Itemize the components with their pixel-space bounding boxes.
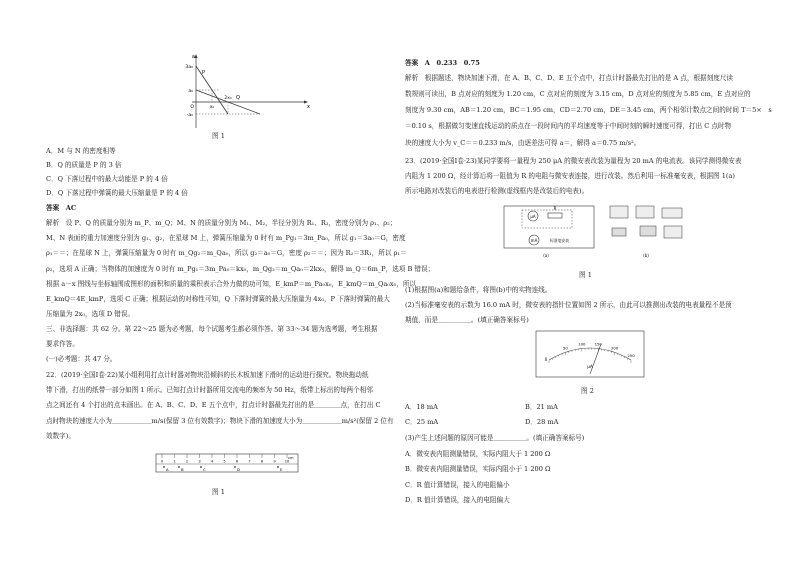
tape-point-label: C — [203, 467, 206, 472]
reason-choice-c: C．R 值计算错误，接入的电阻偏小 — [405, 481, 510, 489]
analysis-line: M、N 表面的重力加速度分别为 g₁、g₂，在星球 M 上，弹簧压缩量为 0 时有 m_Pg₁＝3m_Pa₀，所以 g₁＝3a₀＝G，密度 — [46, 234, 406, 242]
tape-caption: 图 1 — [212, 488, 225, 496]
question-23-part: (2)当标准毫安表的示数为 16.0 mA 时，微安表的指针位置如图 2 所示，由此可以推测出改装的电表量程不是预 — [405, 301, 732, 309]
tape-point — [277, 466, 279, 468]
question-22-line: 22．(2019·全国Ⅰ卷·22)某小组利用打点计时器对物块沿倾斜的长木板加速下滑时的运动进行探究。物块拖动纸 — [46, 371, 369, 379]
tape-tick-label: 0 — [160, 459, 164, 464]
choice-a: A．18 mA — [405, 403, 438, 411]
y-tick-a0: a₀ — [188, 89, 193, 94]
origin-label: O — [190, 105, 194, 110]
tape-point-label: E — [280, 467, 283, 472]
tape-point-label: B — [181, 467, 184, 472]
analysis-line: ρ₁＝＝；在星球 N 上，弹簧压缩量为 0 时有 m_Qg₂＝m_Qa₀，所以 g₂＝a₀＝G，密度 ρ₂＝＝；因为 R₂＝3R₁，所以 ρ₁＝ — [46, 249, 407, 257]
tape-point — [178, 466, 180, 468]
choice-b: B．21 mA — [525, 403, 558, 411]
a-x-graph — [176, 52, 316, 134]
analysis-line: E_kmQ＝4E_kmP，选项 C 正确；根据运动的对称性可知，Q 下落时弹簧的最大压缩量为 4x₀，P 下落时弹簧的最大 — [46, 295, 390, 303]
circuit-b-label: (b) — [643, 253, 649, 258]
tape-unit: cm — [288, 456, 294, 460]
resistor-label: R — [553, 206, 557, 211]
circuit-caption: 图 1 — [579, 271, 592, 279]
choice-d: D．28 mA — [525, 418, 559, 426]
tape-tick-label: 8 — [260, 459, 264, 464]
tape-tick-label: 7 — [248, 459, 251, 464]
analysis-line: ρ₂，选项 A 正确；当物体的加速度为 0 时有 m_Pg₁＝3m_Pa₀＝kx₀，m_Qg₂＝m_Qa₀＝2kx₀，解得 m_Q＝6m_P，选项 B 错误； — [46, 265, 435, 273]
ma-meter-label: mA — [530, 238, 538, 243]
dial-zero: 0 — [544, 357, 548, 362]
tape-tick-label: 3 — [198, 459, 201, 464]
tape-point — [200, 466, 202, 468]
question-22-line: 点时物块的速度大小为＿＿＿＿＿＿m/s(保留 3 位有效数字)；物块下滑的加速度大小为＿＿＿＿＿＿m/s²(保留 2 位有 — [46, 417, 394, 425]
analysis-line: 解析 根据题述，物块加速下滑，在 A、B、C、D、E 五个点中，打点计时器最先打出的是 A 点，根据刻度尺读 — [405, 74, 734, 82]
option-b: B．Q 的质量是 P 的 3 倍 — [46, 161, 122, 169]
dial-tick-label: 50 — [562, 345, 568, 351]
reason-choice-a: A．微安表内阻测量错误，实际内阻大于 1 200 Ω — [405, 450, 551, 458]
y-tick-neg-a0: -a₀ — [186, 113, 193, 118]
y-tick-3a0: 3a₀ — [185, 65, 193, 70]
analysis-line: 根据 a－x 图线与坐标轴围成图形的面积和质量的乘积表示合外力做的功可知，E_kmP＝m_Pa₀x₀，E_kmQ＝m_Qa₀x₀，所以 — [46, 280, 417, 288]
curve-label-p: P — [202, 70, 206, 76]
answer-line: 答案 AC — [46, 204, 77, 212]
tape-point-label: D — [237, 467, 240, 472]
microammeter-dial — [535, 330, 645, 378]
required-heading: (一)必考题：共 47 分。 — [46, 355, 117, 363]
question-23-line: 内阻为 1 200 Ω，经计算后将一阻值为 R 的电阻与微安表连接，进行改装。然后利用一标准毫安表，根据图 1(a) — [405, 172, 735, 180]
circuit-a-label: (a) — [543, 253, 549, 258]
tape-tick-label: 10 — [284, 459, 290, 464]
dial-tick-label: 100 — [578, 341, 586, 347]
dial-tick-label: 200 — [610, 345, 619, 351]
paper-tape-figure — [156, 450, 306, 480]
analysis-line: 数规则可读出，B 点对应的刻度为 1.20 cm，C 点对应的刻度为 3.15 cm，D 点对应的刻度为 5.85 cm，E 点对应的 — [405, 90, 751, 98]
figure-caption: 图 1 — [212, 132, 225, 140]
analysis-line: 块的速度大小为 v_C＝＝0.233 m/s，由逐差法可得 a＝，解得 a＝0.75 m/s²。 — [405, 139, 641, 147]
question-22-line: 效数字)。 — [46, 432, 75, 440]
analysis-line: 刻度为 9.30 cm，AB＝1.20 cm，BC＝1.95 cm，CD＝2.70 cm，DE＝3.45 cm，两个相邻计数点之间的时间 T＝5× s — [405, 106, 772, 114]
x-tick-x0: x₀ — [209, 105, 215, 110]
reason-choice-b: B．微安表内阻测量错误，实际内阻小于 1 200 Ω — [405, 465, 551, 473]
question-22-line: 带下滑，打出的纸带一部分如图 1 所示。已知打点计时器所用交流电的频率为 50 Hz，纸带上标出的每两个相邻 — [46, 386, 373, 394]
curve-label-q: Q — [236, 95, 240, 101]
option-c: C．Q 下落过程中的最大动能是 P 的 4 倍 — [46, 175, 168, 183]
tape-point-label: A — [166, 467, 169, 472]
option-a: A．M 与 N 的密度相等 — [46, 147, 116, 155]
tape-tick-label: 1 — [173, 459, 176, 464]
ua-meter-label: μA — [530, 214, 536, 219]
tape-tick-label: 9 — [273, 459, 276, 464]
dial-caption: 图 2 — [581, 387, 594, 395]
standard-meter-label: 标准毫安表 — [550, 238, 569, 243]
tape-point — [234, 466, 236, 468]
question-23-line: 23．(2019·全国Ⅰ卷·23)某同学要将一量程为 250 μA 的微安表改装为量程为 20 mA 的电流表。该同学测得微安表 — [405, 157, 742, 165]
circuit-figure — [500, 200, 690, 262]
tape-tick-label: 6 — [235, 459, 239, 464]
question-23-part-3: (3)产生上述问题的原因可能是＿＿＿＿＿。(填正确答案标号) — [405, 434, 585, 442]
dial-tick-label: 150 — [594, 341, 602, 347]
y-axis-label: a — [191, 54, 195, 60]
tape-tick-label: 2 — [185, 459, 189, 464]
analysis-line: 解析 设 P、Q 的质量分别为 m_P、m_Q；M、N 的质量分别为 M₁、M₂，半径分别为 R₁、R₂，密度分别为 ρ₁、ρ₂； — [46, 219, 397, 227]
answer-line: 答案 A 0.233 0.75 — [405, 59, 480, 67]
analysis-line: 压缩量为 2x₀，选项 D 错误。 — [46, 310, 135, 318]
question-23-part: (1)根据图(a)和题给条件，将图(b)中的实物连线。 — [405, 286, 552, 294]
dial-tick-label: 250 — [627, 353, 635, 358]
dial-unit: μA — [587, 364, 593, 369]
analysis-line: ＝0.10 s，根据做匀变速直线运动的质点在一段时间内的平均速度等于中间时刻的瞬时速度可得，打出 C 点时物 — [405, 122, 732, 130]
reason-choice-d: D．R 值计算错误，接入的电阻偏大 — [405, 496, 510, 504]
x-axis-label: x — [307, 104, 310, 110]
x-tick-2x0: 2x₀ — [224, 96, 232, 101]
option-d: D．Q 下落过程中弹簧的最大压缩量是 P 的 4 倍 — [46, 189, 188, 197]
question-23-part: 期值，而是＿＿＿＿＿。(填正确答案标号) — [405, 316, 529, 324]
question-22-line: 点之间还有 4 个打出的点未画出。在 A、B、C、D、E 五个点中，打点计时器最先打出的是＿＿＿＿点，在打出 C — [46, 401, 381, 409]
tape-tick-label: 4 — [210, 459, 214, 464]
question-23-line: 所示电路对改装后的电表进行检测(虚线框内是改装后的电表)。 — [405, 187, 589, 195]
tape-point — [163, 466, 165, 468]
choice-c: C．25 mA — [405, 418, 439, 426]
tape-tick-label: 5 — [223, 459, 226, 464]
section-heading: 三、非选择题：共 62 分。第 22～25 题为必考题，每个试题考生都必须作答。第 33～34 题为选考题，考生根据 — [46, 325, 378, 333]
section-heading: 要求作答。 — [46, 340, 79, 348]
